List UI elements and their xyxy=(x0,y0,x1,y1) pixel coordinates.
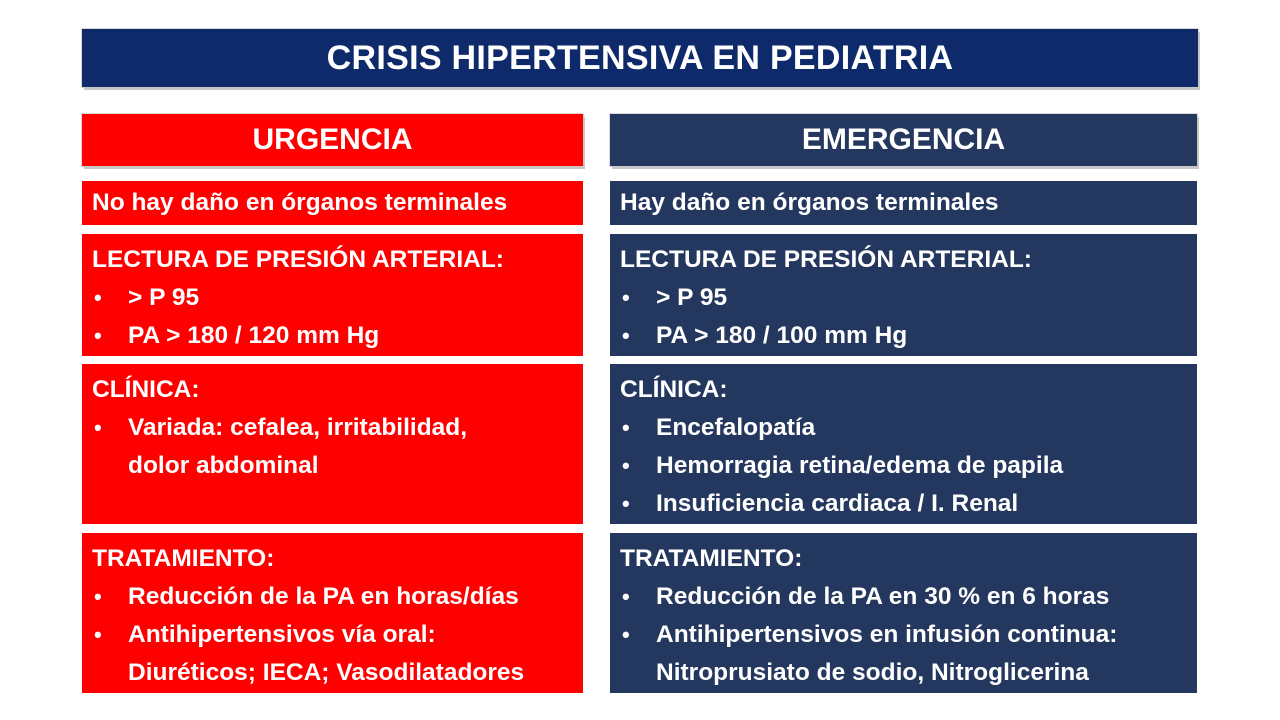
emergencia-lectura xyxy=(610,234,1197,356)
slide-title: CRISIS HIPERTENSIVA EN PEDIATRIA xyxy=(82,29,1198,87)
urgencia-clinica-label: CLÍNICA: xyxy=(92,376,200,403)
list-item-continuation xyxy=(620,654,1187,692)
emergencia-header: EMERGENCIA xyxy=(610,114,1197,166)
urgencia-tratamiento-label: TRATAMIENTO: xyxy=(92,545,275,572)
emergencia-dano-text: Hay daño en órganos terminales xyxy=(620,189,999,216)
list-item-continuation xyxy=(92,447,573,485)
emergencia-tratamiento-label: TRATAMIENTO: xyxy=(620,545,803,572)
list-item-continuation-text: Diuréticos; IECA; Vasodilatadores xyxy=(128,659,525,686)
urgencia-tratamiento xyxy=(82,533,583,693)
list-item: • PA > 180 / 120 mm Hg xyxy=(92,317,573,355)
emergencia-clinica xyxy=(610,364,1197,524)
emergencia-tratamiento xyxy=(610,533,1197,693)
emergencia-dano xyxy=(610,181,1197,225)
list-item: • Reducción de la PA en 30 % en 6 horas xyxy=(620,578,1187,616)
list-item: • Antihipertensivos vía oral: xyxy=(92,616,573,654)
urgencia-lectura-label: LECTURA DE PRESIÓN ARTERIAL: xyxy=(92,246,504,273)
list-item: • PA > 180 / 100 mm Hg xyxy=(620,317,1187,355)
list-item: • > P 95 xyxy=(92,279,573,317)
urgencia-header: URGENCIA xyxy=(82,114,583,166)
list-item: • Reducción de la PA en horas/días xyxy=(92,578,573,616)
list-item: • > P 95 xyxy=(620,279,1187,317)
list-item-continuation-text: Nitroprusiato de sodio, Nitroglicerina xyxy=(656,659,1089,686)
list-item: • Insuficiencia cardiaca / I. Renal xyxy=(620,485,1187,523)
urgencia-clinica xyxy=(82,364,583,524)
list-item-continuation xyxy=(92,654,573,692)
urgencia-dano-text: No hay daño en órganos terminales xyxy=(92,189,508,216)
list-item-continuation-text: dolor abdominal xyxy=(128,452,319,479)
urgencia-lectura xyxy=(82,234,583,356)
list-item: • Variada: cefalea, irritabilidad, xyxy=(92,409,573,447)
emergencia-lectura-label: LECTURA DE PRESIÓN ARTERIAL: xyxy=(620,246,1032,273)
urgencia-dano xyxy=(82,181,583,225)
list-item: • Hemorragia retina/edema de papila xyxy=(620,447,1187,485)
list-item: • Antihipertensivos en infusión continua: xyxy=(620,616,1187,654)
emergencia-clinica-label: CLÍNICA: xyxy=(620,376,728,403)
list-item: • Encefalopatía xyxy=(620,409,1187,447)
